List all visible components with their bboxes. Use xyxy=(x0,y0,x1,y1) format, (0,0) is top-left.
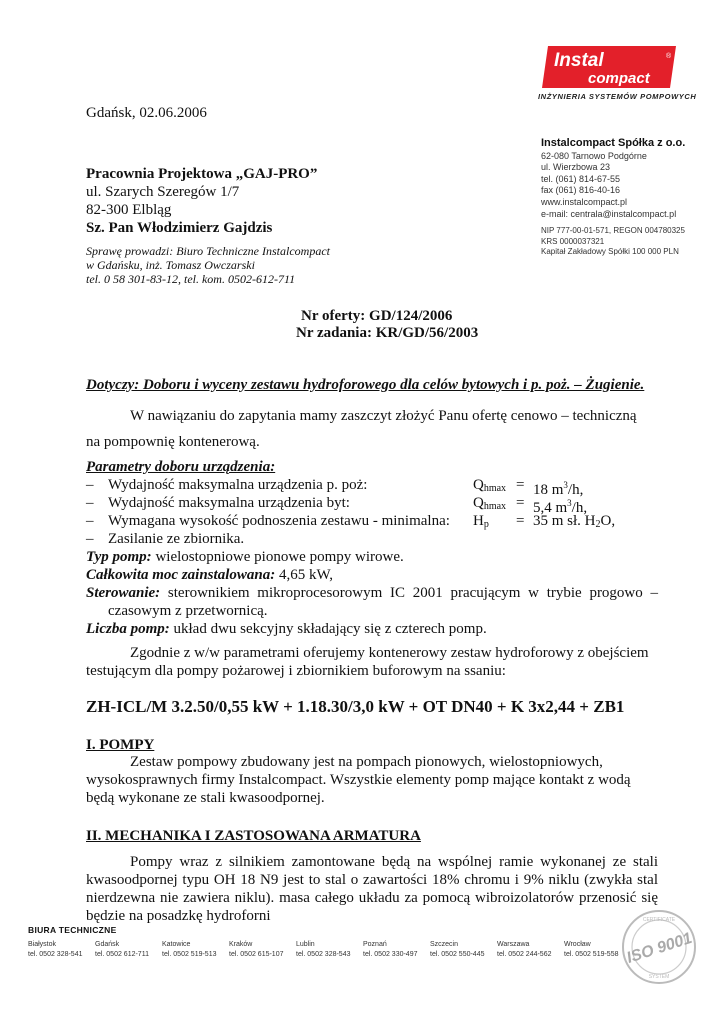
intro-line: na pompownię kontenerową. xyxy=(86,434,260,450)
paragraph-line: kwasoodpornej typu OH 18 N9 jest to stal o zawartości 18% chromu i 9% niklu (zwykła stal xyxy=(86,872,658,888)
company-info xyxy=(541,138,685,258)
paragraph-line: Pompy wraz z silnikiem zamontowane będą na wspólnej ramie wykonanej ze stali xyxy=(130,854,658,870)
logo-tagline: INŻYNIERIA SYSTEMÓW POMPOWYCH xyxy=(538,92,697,101)
office-entry: Katowice tel. 0502 519-513 xyxy=(162,941,217,958)
office-entry: Kraków tel. 0502 615-107 xyxy=(229,941,284,958)
recipient-address xyxy=(86,165,317,237)
company-email: e-mail: centrala@instalcompact.pl xyxy=(541,208,677,219)
office-entry: Wrocław tel. 0502 519-558 xyxy=(564,941,619,958)
parameter-label: Wymagana wysokość podnoszenia zestawu - minimalna: xyxy=(108,513,450,529)
parameter-symbol: $Q_{hmax}$ xyxy=(473,495,507,512)
parameter-label: Zasilanie ze zbiornika. xyxy=(108,531,245,547)
office-entry: Gdańsk tel. 0502 612-711 xyxy=(95,941,149,958)
recipient-street: ul. Szarych Szeregów 1/7 xyxy=(86,184,240,200)
paragraph-line: Zgodnie z w/w parametrami oferujemy kontenerowy zestaw hydroforowy z obejściem xyxy=(130,645,649,661)
company-website: www.instalcompact.pl xyxy=(541,196,628,207)
parameter-row xyxy=(86,476,658,498)
handler-info xyxy=(86,244,330,286)
logo-word-2: compact xyxy=(588,70,650,87)
company-line: 62-080 Tarnowo Podgórne xyxy=(541,150,647,161)
paragraph-line: wysokosprawnych firmy Instalcompact. Wszystkie elementy pomp mające kontakt z wodą xyxy=(86,772,631,788)
office-entry: Poznań tel. 0502 330-497 xyxy=(363,941,418,958)
parameter-label: Wydajność maksymalna urządzenia byt: xyxy=(108,495,350,511)
parameter-value: 18 $m^3/h$, xyxy=(533,480,584,498)
company-name: Instalcompact Spółka z o.o. xyxy=(541,137,686,149)
control-line-cont: czasowym z przetwornicą. xyxy=(108,603,268,619)
paragraph-line: nierdzewna nie zawiera niklu). masa całego układu za pomocą wibroizolatorów przenosić się xyxy=(86,890,658,906)
handler-line: w Gdańsku, inż. Tomasz Owczarski xyxy=(86,258,255,272)
section-heading-pumps: I. POMPY xyxy=(86,737,155,753)
parameter-row xyxy=(86,530,658,548)
parameter-symbol: $H_p$ xyxy=(473,513,489,530)
recipient-person: Sz. Pan Włodzimierz Gajdzis xyxy=(86,220,273,236)
office-entry: Szczecin tel. 0502 550-445 xyxy=(430,941,485,958)
company-krs: KRS 0000037321 xyxy=(541,236,605,246)
parameter-row xyxy=(86,512,658,530)
parameter-label: Wydajność maksymalna urządzenia p. poż: xyxy=(108,477,368,493)
handler-line: tel. 0 58 301-83-12, tel. kom. 0502-612-711 xyxy=(86,272,296,286)
section-pumps-text xyxy=(86,753,658,807)
svg-text:SYSTEM: SYSTEM xyxy=(648,974,670,980)
set-designation: ZH-ICL/M 3.2.50/0,55 kW + 1.18.30/3,0 kW + OT DN40 + K 3x2,44 + ZB1 xyxy=(86,697,625,716)
paragraph-line: będzie na posadzkę hydroforni xyxy=(86,908,271,924)
logo-registered: ® xyxy=(666,53,672,60)
company-nip: NIP 777-00-01-571, REGON 004780325 xyxy=(541,226,685,236)
subject-line: Dotyczy: Doboru i wyceny zestawu hydroforowego dla celów bytowych i p. poż. – Żugienie. xyxy=(86,377,645,393)
list-dash: – xyxy=(86,531,94,547)
paragraph-line: testującym dla pompy pożarowej i zbiornikiem buforowym na ssaniu: xyxy=(86,663,506,679)
svg-text:ISO 9001: ISO 9001 xyxy=(624,929,695,967)
equals-sign: = xyxy=(516,513,525,529)
recipient-city: 82-300 Elbląg xyxy=(86,202,172,218)
svg-text:CERTIFICATE: CERTIFICATE xyxy=(642,917,676,923)
office-entry: Lublin tel. 0502 328-543 xyxy=(296,941,351,958)
section-heading-mechanics: II. MECHANIKA I ZASTOSOWANA ARMATURA xyxy=(86,828,421,844)
footer-heading: BIURA TECHNICZNE xyxy=(28,925,117,935)
list-dash: – xyxy=(86,495,94,511)
parameters-heading: Parametry doboru urządzenia: xyxy=(86,459,276,475)
office-entry: Białystok tel. 0502 328-541 xyxy=(28,941,83,958)
list-dash: – xyxy=(86,477,94,493)
intro-line: W nawiązaniu do zapytania mamy zaszczyt złożyć Panu ofertę cenowo – techniczną xyxy=(130,408,637,424)
parameter-symbol: $Q_{hmax}$ xyxy=(473,477,507,494)
iso-9001-seal-icon xyxy=(620,908,698,986)
pump-type: Typ pomp: wielostopniowe pionowe pompy wirowe. xyxy=(86,549,404,565)
offer-number: Nr oferty: GD/124/2006 xyxy=(301,308,453,324)
control-line: Sterowanie: sterownikiem mikroprocesorowym IC 2001 pracującym w trybie progowo – xyxy=(86,585,658,601)
logo-word-1: Instal xyxy=(554,50,604,71)
parameters-block xyxy=(86,458,658,638)
instalcompact-logo xyxy=(540,44,678,90)
task-number: Nr zadania: KR/GD/56/2003 xyxy=(296,325,479,341)
recipient-name: Pracownia Projektowa „GAJ-PRO” xyxy=(86,166,318,182)
equals-sign: = xyxy=(516,477,525,493)
company-capital: Kapitał Zakładowy Spółki 100 000 PLN xyxy=(541,247,679,257)
handler-line: Sprawę prowadzi: Biuro Techniczne Instalcompact xyxy=(86,244,330,258)
equals-sign: = xyxy=(516,495,525,511)
list-dash: – xyxy=(86,513,94,529)
company-phone: tel. (061) 814-67-55 xyxy=(541,173,621,184)
company-line: ul. Wierzbowa 23 xyxy=(541,162,611,173)
offer-paragraph xyxy=(86,644,658,680)
company-fax: fax (061) 816-40-16 xyxy=(541,185,621,196)
paragraph-line: Zestaw pompowy zbudowany jest na pompach pionowych, wielostopniowych, xyxy=(130,754,603,770)
parameter-row xyxy=(86,494,658,516)
pump-count: Liczba pomp: układ dwu sekcyjny składający się z czterech pomp. xyxy=(86,621,487,637)
installed-power: Całkowita moc zainstalowana: 4,65 kW, xyxy=(86,567,333,583)
document-date: Gdańsk, 02.06.2006 xyxy=(86,105,207,121)
parameter-value: 35 m sł. $H_2O$, xyxy=(533,513,616,530)
section-mechanics-text xyxy=(86,853,658,925)
office-entry: Warszawa tel. 0502 244-562 xyxy=(497,941,552,958)
parameter-value: 5,4 $m^3/h$, xyxy=(533,498,588,516)
paragraph-line: będą wykonane ze stali kwasoodpornej. xyxy=(86,790,325,806)
